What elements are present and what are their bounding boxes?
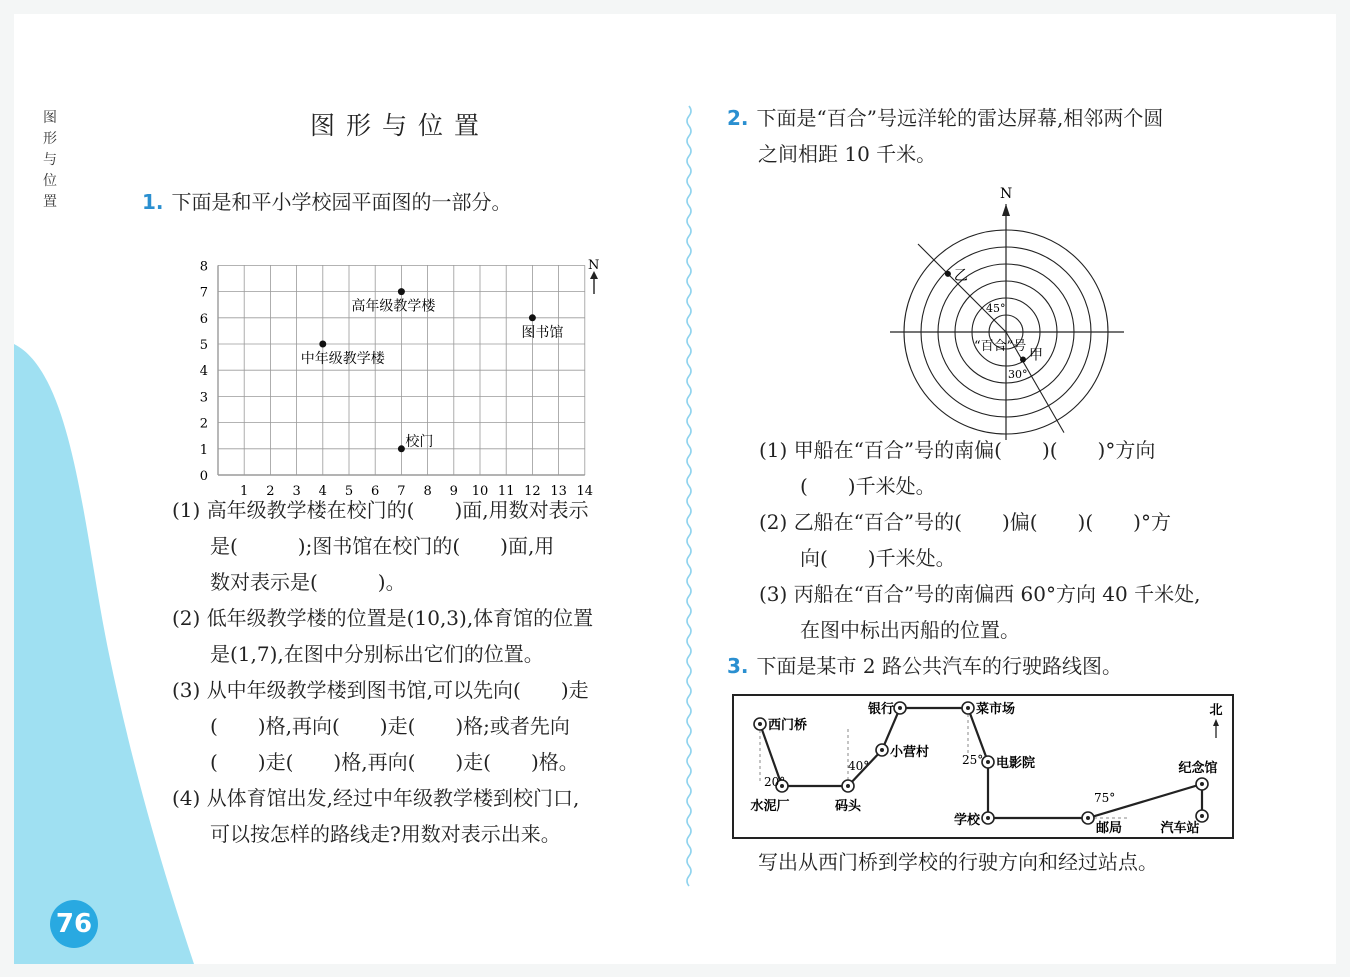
y-tick-label: 1 [199,442,208,458]
x-tick-label: 6 [371,484,380,499]
ship-b-label: 乙 [953,267,968,284]
question-number: 3. [727,654,749,678]
x-tick-label: 7 [397,484,406,499]
side-chapter-title: 图 形 与 位 置 [43,110,57,210]
question-1-line: (2) 低年级教学楼的位置是(10,3),体育馆的位置 [172,606,594,630]
question-1-line: (4) 从体育馆出发,经过中年级教学楼到校门口, [172,786,580,810]
angle-label: 40° [848,759,870,773]
station-label: 小营村 [890,745,930,760]
x-tick-label: 1 [240,484,249,499]
column-divider [682,106,696,886]
center-label: “百合”号 [974,339,1027,354]
station-dot [1200,782,1204,786]
north-label: N [588,258,600,273]
y-tick-label: 8 [199,259,208,275]
station-dot [966,706,970,710]
y-tick-label: 0 [199,469,208,484]
x-tick-label: 13 [550,484,567,499]
question-text-line-2: 之间相距 10 千米。 [758,142,937,166]
question-number: 2. [727,106,749,130]
angle-b-label: 45° [986,302,1006,315]
station-dot [986,816,990,820]
x-tick-label: 5 [344,484,354,499]
station-dot [898,706,902,710]
station-label: 纪念馆 [1178,761,1218,776]
x-tick-label: 9 [449,484,458,499]
ship-a-point [1020,356,1026,362]
north-label: N [1000,186,1013,202]
station-dot [1200,814,1204,818]
question-3 [727,648,1122,684]
question-2-line: (1) 甲船在“百合”号的南偏( )( )°方向 [759,438,1156,462]
ship-a-label: 甲 [1029,347,1043,364]
campus-grid-map [174,239,604,499]
question-3-caption: 写出从西门桥到学校的行驶方向和经过站点。 [758,850,1158,874]
x-tick-label: 2 [266,484,275,499]
question-number: 1. [142,190,164,214]
station-label: 汽车站 [1160,821,1200,836]
ship-b-point [945,271,951,277]
x-tick-label: 4 [318,484,327,499]
y-tick-label: 4 [199,364,208,380]
question-1-line: 可以按怎样的路线走?用数对表示出来。 [210,822,561,846]
y-tick-label: 6 [199,311,208,327]
grid-point [398,288,405,295]
question-1-line: ( )格,再向( )走( )格;或者先向 [210,714,570,738]
station-label: 学校 [953,813,980,828]
ray-b [918,244,1006,332]
y-tick-label: 3 [199,390,208,406]
north-label: 北 [1209,703,1223,718]
workbook-page [14,14,1336,964]
question-1-line: (1) 高年级教学楼在校门的( )面,用数对表示 [172,498,589,522]
angle-a-label: 30° [1008,368,1028,381]
page-number: 76 [50,900,98,948]
station-label: 电影院 [996,756,1036,771]
grid-point-label: 高年级教学楼 [351,298,436,315]
y-tick-label: 7 [199,285,208,301]
grid-point [529,314,536,321]
station-label: 菜市场 [976,702,1016,717]
question-2-line: 向( )千米处。 [800,546,956,570]
north-arrow [588,258,599,294]
question-text: 下面是和平小学校园平面图的一部分。 [171,190,512,214]
radar-screen [872,174,1112,444]
question-2-line: (2) 乙船在“百合”号的( )偏( )( )°方 [759,510,1171,534]
station-label: 水泥厂 [750,799,790,814]
station-dot [986,760,990,764]
question-text-line-1: 下面是“百合”号远洋轮的雷达屏幕,相邻两个圆 [756,106,1164,130]
chapter-title: 图形与位置 [310,111,491,140]
x-tick-label: 3 [292,484,301,499]
x-tick-label: 10 [471,484,489,499]
station-label: 银行 [867,702,894,717]
question-1-line: (3) 从中年级教学楼到图书馆,可以先向( )走 [172,678,589,702]
x-tick-label: 12 [524,484,541,499]
station-dot [846,784,850,788]
x-tick-label: 14 [576,484,594,499]
station-label: 邮局 [1096,821,1123,836]
y-tick-label: 5 [199,338,208,353]
question-1-line: 是(1,7),在图中分别标出它们的位置。 [210,642,544,666]
station-dot [1086,816,1090,820]
x-tick-label: 8 [423,484,432,499]
grid-point [398,445,405,452]
grid-point [319,341,326,348]
angle-label: 25° [962,753,984,767]
station-label: 码头 [834,799,862,814]
station-dot [880,748,884,752]
question-2 [727,100,1163,136]
bus-route-map [732,694,1236,842]
grid-point-label: 图书馆 [521,324,564,341]
question-1-line: 数对表示是( )。 [210,570,406,594]
question-1-line: 是( );图书馆在校门的( )面,用 [210,534,555,558]
angle-label: 75° [1094,791,1116,805]
station-label: 西门桥 [768,718,808,733]
grid-point-label: 校门 [405,433,434,450]
question-2-line: (3) 丙船在“百合”号的南偏西 60°方向 40 千米处, [759,582,1201,606]
x-tick-label: 11 [497,484,515,499]
question-text: 下面是某市 2 路公共汽车的行驶路线图。 [756,654,1122,678]
question-2-line: ( )千米处。 [800,474,936,498]
question-1-line: ( )走( )格,再向( )走( )格。 [210,750,579,774]
y-tick-label: 2 [199,416,208,432]
question-1 [142,184,512,220]
angle-label: 20° [764,775,786,789]
question-2-line: 在图中标出丙船的位置。 [800,618,1020,642]
north-arrow [1002,204,1010,216]
grid-point-label: 中年级教学楼 [300,351,385,367]
station-dot [758,722,762,726]
